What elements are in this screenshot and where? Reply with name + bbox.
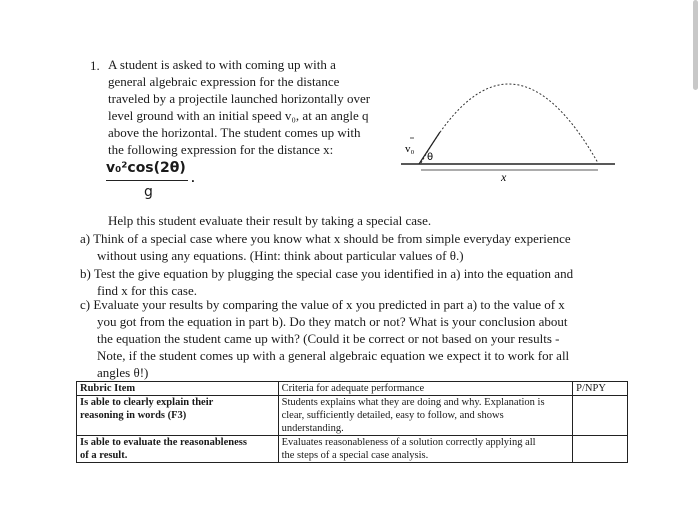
- intro-line: traveled by a projectile launched horizontally over: [108, 91, 371, 106]
- question-a: [80, 230, 615, 264]
- rubric-table: [76, 381, 628, 463]
- rubric-row: [77, 436, 628, 463]
- intro-line: level ground with an initial speed v₀, at an angle q: [108, 108, 369, 123]
- rubric-item: [77, 396, 279, 436]
- help-line: Help this student evaluate their result by taking a special case.: [108, 213, 432, 228]
- question-line: angles θ!): [97, 365, 149, 380]
- rubric-header-row: [77, 382, 628, 396]
- fraction-bar: [106, 180, 188, 181]
- rubric-criteria-line: clear, sufficiently detailed, easy to follow, and shows: [281, 410, 504, 421]
- projectile-diagram: [393, 50, 623, 190]
- rubric-row: [77, 396, 628, 436]
- rubric-criteria-line: Evaluates reasonableness of a solution correctly applying all: [281, 437, 536, 448]
- intro-line: general algebraic expression for the distance: [108, 74, 340, 89]
- rubric-criteria: [278, 436, 573, 463]
- rubric-criteria-line: Students explains what they are doing and why. Explanation is: [281, 397, 545, 408]
- rubric-item: [77, 436, 279, 463]
- question-line: c) Evaluate your results by comparing the value of x you predicted in part a) to the value of x: [80, 297, 565, 312]
- trajectory-arc: [421, 84, 598, 163]
- formula-denominator: g: [144, 184, 153, 200]
- rubric-item-line: Is able to clearly explain their: [80, 397, 214, 408]
- scrollbar[interactable]: [693, 0, 698, 90]
- formula-period: .: [191, 174, 195, 185]
- question-line: Note, if the student comes up with a general algebraic equation we expect it to work for all: [97, 348, 570, 363]
- rubric-item-line: reasoning in words (F3): [80, 410, 187, 421]
- formula-numerator: v₀²cos(2θ): [106, 160, 186, 176]
- question-line: a) Think of a special case where you know what x should be from simple everyday experience: [80, 231, 571, 246]
- problem-number: 1.: [90, 58, 100, 73]
- intro-line: above the horizontal. The student comes up with: [108, 125, 361, 140]
- question-line: without using any equations. (Hint: think about particular values of θ.): [97, 248, 464, 263]
- theta-label: θ: [427, 152, 434, 163]
- rubric-item-line: Is able to evaluate the reasonableness: [80, 437, 247, 448]
- rubric-criteria-line: the steps of a special case analysis.: [281, 450, 429, 461]
- rubric-criteria: [278, 396, 573, 436]
- question-line: the equation the student came up with? (Could it be correct or not based on your results -: [97, 331, 560, 346]
- rubric-header-score: P/NPY: [573, 382, 628, 396]
- question-b: [80, 265, 615, 299]
- rubric-score-cell[interactable]: [573, 436, 628, 463]
- rubric-score-cell[interactable]: [573, 396, 628, 436]
- question-line: find x for this case.: [97, 283, 198, 298]
- question-line: b) Test the give equation by plugging the special case you identified in a) into the equation and: [80, 266, 574, 281]
- x-label: x: [501, 170, 507, 184]
- question-c: [80, 296, 615, 381]
- intro-line: the following expression for the distance x:: [108, 142, 334, 157]
- rubric-criteria-line: understanding.: [281, 423, 344, 434]
- rubric-item-line: of a result.: [80, 450, 128, 461]
- rubric-header-item: Rubric Item: [77, 382, 279, 396]
- question-line: you got from the equation in part b). Do they match or not? What is your conclusion about: [97, 314, 568, 329]
- problem-intro: [108, 56, 393, 158]
- rubric-header-criteria: Criteria for adequate performance: [278, 382, 573, 396]
- intro-line: A student is asked to with coming up with a: [108, 57, 336, 72]
- distance-formula: [106, 160, 195, 200]
- v0-label: v₀: [405, 143, 415, 155]
